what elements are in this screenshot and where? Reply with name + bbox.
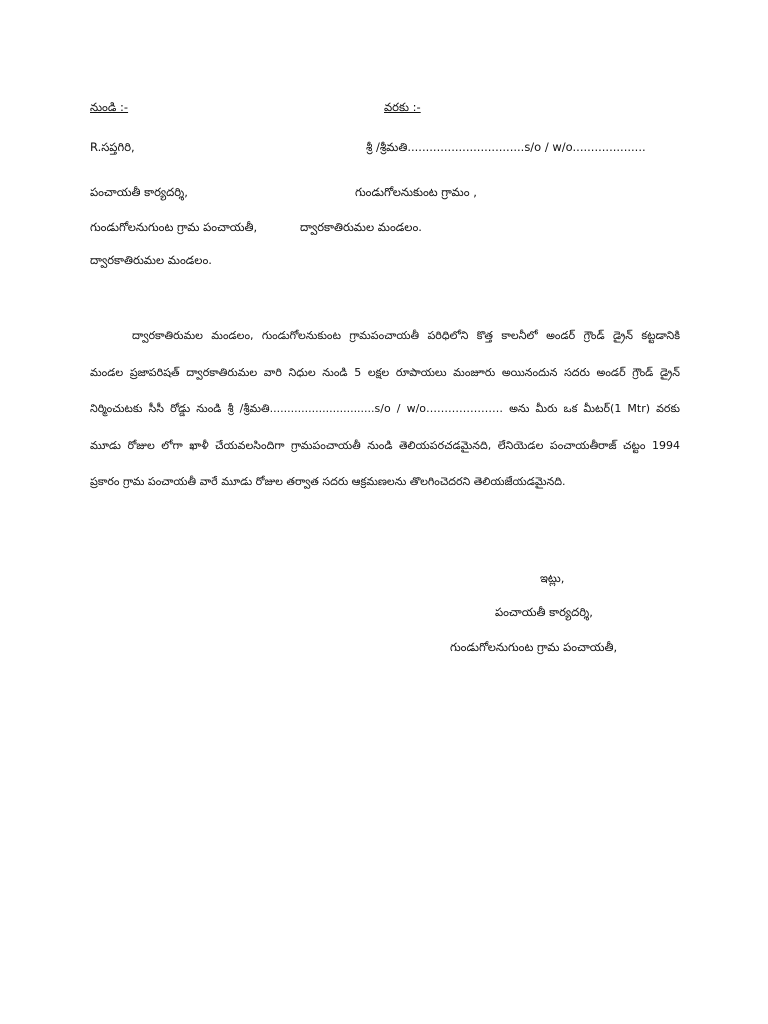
sender-mandal: ద్వారకాతిరుమల మండలం. (90, 253, 212, 267)
signatory-panchayat: గుండుగోలనుగుంట గ్రామ పంచాయతీ, (450, 640, 618, 654)
closing: ఇట్లు, (540, 571, 565, 585)
sender-place: R.సప్తగిరి, (90, 140, 135, 154)
to-label: వరకు :- (384, 100, 421, 114)
from-label: నుండి :- (90, 100, 129, 114)
body-line: ప్రకారం గ్రామ పంచాయతీ వారే మూడు రోజుల తర్వాత సదరు ఆక్రమణలను తొలగించెదరని తెలియజేయడమైనది. (90, 475, 566, 488)
body-paragraph (90, 318, 680, 501)
recipient-mandal: ద్వారకాతిరుమల మండలం. (300, 220, 422, 234)
recipient-name-line: శ్రీ /శ్రీమతి................................s/o / w/o.................... (366, 140, 646, 154)
body-line: ద్వారకాతిరుమల మండలం, గుండుగోలనుకుంట గ్రామపంచాయతీ పరిధిలోని కొత్త కాలనీలో అండర్ గ్రౌండ్ డ్రైన్ కట్టడానికి (132, 329, 680, 342)
signatory-title: పంచాయతీ కార్యదర్శి, (495, 605, 593, 619)
body-line: నిర్మించుటకు సీసీ రోడ్డు నుండి శ్రీ /శ్రీమతి..............................s/o / w/o………………… అను మీరు ఒక మీటర్(1 Mtr) వరకు (90, 402, 680, 415)
recipient-village: గుండుగోలనుకుంట గ్రామం , (355, 185, 477, 199)
sender-title: పంచాయతీ కార్యదర్శి, (90, 185, 188, 199)
body-line: మూడు రోజుల లోగా ఖాళీ చేయవలసిందిగా గ్రామపంచాయతీ నుండి తెలియపరచడమైనది, లేనియెడల పంచాయతీరాజ్ చట్టం 1994 (90, 438, 680, 452)
sender-panchayat: గుండుగోలనుగుంట గ్రామ పంచాయతీ, (90, 220, 258, 234)
body-line: మండల ప్రజాపరిషత్ ద్వారకాతిరుమల వారి నిధుల నుండి 5 లక్షల రూపాయలు మంజూరు అయినందున సదరు అండర్ గ్రౌండ్ డ్రైన్ (90, 365, 680, 379)
